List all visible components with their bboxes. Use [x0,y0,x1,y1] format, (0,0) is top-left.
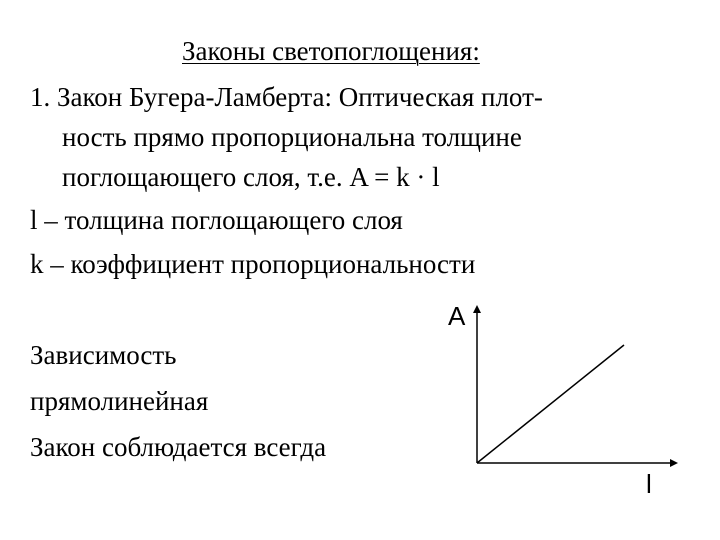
note-line-2: прямолинейная [30,386,209,416]
linear-dependence-line [477,345,624,463]
note-line-3: Закон соблюдается всегда [30,432,327,462]
definition-l: l – толщина поглощающего слоя [30,205,403,235]
note-line-1: Зависимость [30,340,177,370]
y-axis-label: A [448,301,466,331]
law-text-line-3: поглощающего слоя, т.е. A = k · l [62,162,440,192]
law-text-line-1: 1. Закон Бугера-Ламберта: Оптическая плот- [30,82,543,112]
law-text-line-2: ность прямо пропорциональна толщине [62,122,522,152]
linear-dependence-graph [440,295,700,505]
slide-title: Законы светопоглощения: [182,36,480,66]
definition-k: k – коэффициент пропорциональности [30,249,476,279]
x-axis-label: l [646,469,652,499]
